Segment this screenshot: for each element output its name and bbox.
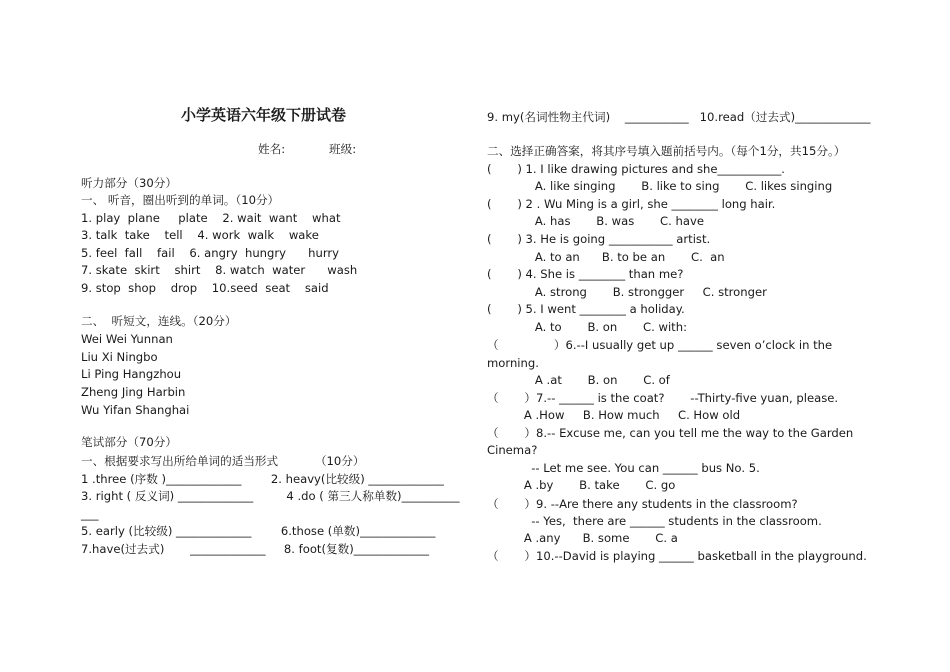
question-line: -- Yes, there are ______ students in the classroom. [487,514,822,528]
right-top-line: 9. my(名词性物主代词) ___________ 10.read（过去式)_____________ [487,110,871,124]
written1-row: 1 .three (序数 )_____________ 2. heavy(比较级) _____________ [81,472,444,486]
question-line: A .How B. How much C. How old [487,408,741,422]
question-line: （ ）8.-- Excuse me, can you tell me the way to the Garden [487,426,854,440]
question-line: morning. [487,356,539,370]
written1-row: ___ [81,507,99,521]
section2-row: Li Ping Hangzhou [81,367,182,381]
question-line: -- Let me see. You can ______ bus No. 5. [487,461,760,475]
section1-row: 9. stop shop drop 10.seed seat said [81,281,329,295]
listening-header: 听力部分（30分） [81,176,177,190]
section2-row: Wei Wei Yunnan [81,332,173,346]
question-line: A .at B. on C. of [487,373,670,387]
question-line: ( ) 4. She is ________ than me? [487,267,684,281]
section2-row: Wu Yifan Shanghai [81,403,190,417]
written-header: 笔试部分（70分） [81,435,177,449]
written1-row: 3. right ( 反义词) _____________ 4 .do ( 第三人称单数)__________ [81,489,460,503]
question-line: A. has B. was C. have [487,214,704,228]
question-line: A .any B. some C. a [487,531,678,545]
name-label: 姓名: [258,142,286,156]
section1-row: 1. play plane plate 2. wait want what [81,211,341,225]
question-line: （ ）10.--David is playing ______ basketball in the playground. [487,549,867,563]
question-line: （ ）7.-- ______ is the coat? --Thirty-five yuan, please. [487,391,839,405]
question-line: ( ) 5. I went ________ a holiday. [487,302,685,316]
page-title: 小学英语六年级下册试卷 [181,106,347,124]
question-line: （ ）9. --Are there any students in the classroom? [487,497,798,511]
question-line: A. to B. on C. with: [487,320,687,334]
section1-row: 7. skate skirt shirt 8. watch water wash [81,263,358,277]
choice-section-header: 二、选择正确答案，将其序号填入题前括号内。（每个1分，共15分。） [487,144,846,158]
section1-header: 一、 听音，圈出听到的单词。（10分） [81,193,280,207]
question-line: ( ) 2 . Wu Ming is a girl, she ________ long hair. [487,197,776,211]
written1-header: 一、根据要求写出所给单词的适当形式 （10分） [81,454,365,468]
question-line: A .by B. take C. go [487,478,676,492]
section1-row: 5. feel fall fail 6. angry hungry hurry [81,246,340,260]
section2-row: Zheng Jing Harbin [81,385,186,399]
question-line: A. to an B. to be an C. an [487,250,725,264]
question-line: A. like singing B. like to sing C. likes singing [487,179,833,193]
question-line: Cinema? [487,443,538,457]
question-line: ( ) 1. I like drawing pictures and she___________. [487,162,785,176]
section2-header: 二、 听短文，连线。（20分） [81,314,237,328]
question-line: A. strong B. strongger C. stronger [487,285,767,299]
class-label: 班级: [329,142,357,156]
question-line: ( ) 3. He is going ___________ artist. [487,232,711,246]
section2-row: Liu Xi Ningbo [81,350,158,364]
written1-row: 5. early (比较级) _____________ 6.those (单数)_____________ [81,524,436,538]
written1-row: 7.have(过去式) _____________ 8. foot(复数)_____________ [81,542,430,556]
question-line: （ ）6.--I usually get up ______ seven o’clock in the [487,338,833,352]
section1-row: 3. talk take tell 4. work walk wake [81,228,319,242]
